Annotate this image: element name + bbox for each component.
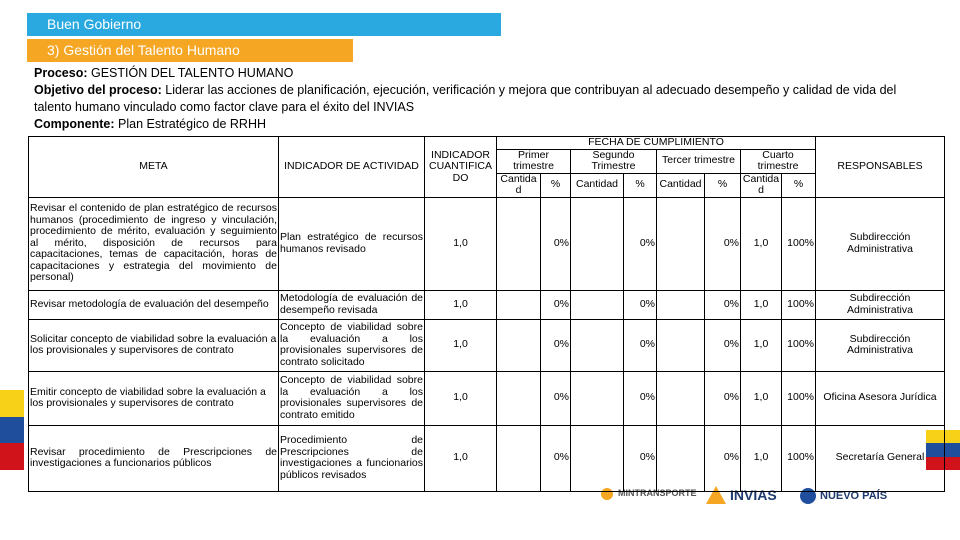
objetivo-line: Objetivo del proceso: Liderar las acciones de planificación, ejecución, verificación y mejora que contribuyan al adecuado desempeño y calidad de vida del talento humano vinculado como factor clave para el éxito del INVIAS: [34, 83, 897, 114]
header-indicador-actividad: INDICADOR DE ACTIVIDAD: [279, 137, 425, 198]
row-indicador: Concepto de viabilidad sobre la evaluación a los provisionales supervisores de contrato emitido: [279, 371, 425, 425]
row-cuantificado: 1,0: [425, 371, 497, 425]
row-indicador: Plan estratégico de recursos humanos revisado: [279, 197, 425, 290]
row-q2-pct: 0%: [624, 290, 657, 319]
header-indicador-cuantificado: INDICADOR CUANTIFICADO: [425, 137, 497, 198]
invias-logo: INVIAS: [704, 484, 784, 514]
row-meta: Revisar metodología de evaluación del desempeño: [29, 290, 279, 319]
row-responsable: Secretaría General: [816, 425, 945, 491]
header-q2-pct: %: [624, 173, 657, 197]
section-banner-talento-humano: [27, 39, 353, 62]
process-info: [34, 65, 924, 133]
row-indicador: Procedimiento de Prescripciones de investigaciones a funcionarios públicos revisados: [279, 425, 425, 491]
header-q4-cantidad: Cantidad: [741, 173, 782, 197]
row-q4-cantidad: 1,0: [741, 371, 782, 425]
row-q3-pct: 0%: [705, 371, 741, 425]
header-q1-cantidad: Cantidad: [497, 173, 541, 197]
row-q4-pct: 100%: [782, 197, 816, 290]
row-q1-pct: 0%: [541, 425, 571, 491]
row-q4-pct: 100%: [782, 371, 816, 425]
header-q4: Cuarto trimestre: [741, 149, 816, 173]
table-row: [29, 425, 945, 491]
banner-title: Buen Gobierno: [47, 16, 142, 32]
row-responsable: Subdirección Administrativa: [816, 290, 945, 319]
flag-decoration-left: [0, 390, 24, 470]
row-responsable: Subdirección Administrativa: [816, 197, 945, 290]
table-row: [29, 371, 945, 425]
row-q1-pct: 0%: [541, 319, 571, 371]
table-row: [29, 290, 945, 319]
header-q2-cantidad: Cantidad: [571, 173, 624, 197]
row-q1-pct: 0%: [541, 290, 571, 319]
mintransporte-logo: MINTRANSPORTE: [600, 484, 692, 514]
header-q1-pct: %: [541, 173, 571, 197]
table-row: [29, 319, 945, 371]
row-q3-pct: 0%: [705, 197, 741, 290]
row-q4-pct: 100%: [782, 319, 816, 371]
row-responsable: Subdirección Administrativa: [816, 319, 945, 371]
row-q2-pct: 0%: [624, 197, 657, 290]
row-q1-pct: 0%: [541, 371, 571, 425]
row-q4-cantidad: 1,0: [741, 425, 782, 491]
row-meta: Revisar procedimiento de Prescripciones de investigaciones a funcionarios públicos: [29, 425, 279, 491]
header-row-1: [29, 137, 945, 150]
row-indicador: Concepto de viabilidad sobre la evaluación a los provisionales supervisores de contrato solicitado: [279, 319, 425, 371]
header-fecha-cumplimiento: FECHA DE CUMPLIMIENTO: [497, 137, 816, 150]
header-meta: META: [29, 137, 279, 198]
nuevo-pais-logo: NUEVO PAÍS: [798, 484, 888, 514]
row-meta: Solicitar concepto de viabilidad sobre la evaluación a los provisionales y supervisores de contrato: [29, 319, 279, 371]
banner-subtitle: 3) Gestión del Talento Humano: [47, 42, 240, 58]
row-cuantificado: 1,0: [425, 425, 497, 491]
table-row: [29, 197, 945, 290]
header-q3-cantidad: Cantidad: [657, 173, 705, 197]
plan-table: [28, 136, 945, 492]
row-q4-pct: 100%: [782, 425, 816, 491]
header-q2: Segundo Trimestre: [571, 149, 657, 173]
section-banner-buen-gobierno: [27, 13, 501, 36]
row-indicador: Metodología de evaluación de desempeño revisada: [279, 290, 425, 319]
row-q3-pct: 0%: [705, 425, 741, 491]
row-cuantificado: 1,0: [425, 197, 497, 290]
header-q3: Tercer trimestre: [657, 149, 741, 173]
row-q4-pct: 100%: [782, 290, 816, 319]
row-q4-cantidad: 1,0: [741, 319, 782, 371]
row-cuantificado: 1,0: [425, 290, 497, 319]
row-q4-cantidad: 1,0: [741, 290, 782, 319]
header-q4-pct: %: [782, 173, 816, 197]
row-meta: Emitir concepto de viabilidad sobre la evaluación a los provisionales y supervisores de contrato: [29, 371, 279, 425]
row-cuantificado: 1,0: [425, 319, 497, 371]
proceso-line: Proceso: GESTIÓN DEL TALENTO HUMANO: [34, 66, 294, 80]
row-q3-pct: 0%: [705, 290, 741, 319]
row-q3-pct: 0%: [705, 319, 741, 371]
row-q4-cantidad: 1,0: [741, 197, 782, 290]
componente-line: Componente: Plan Estratégico de RRHH: [34, 117, 267, 131]
header-responsables: RESPONSABLES: [816, 137, 945, 198]
row-responsable: Oficina Asesora Jurídica: [816, 371, 945, 425]
header-q1: Primer trimestre: [497, 149, 571, 173]
header-q3-pct: %: [705, 173, 741, 197]
row-q1-pct: 0%: [541, 197, 571, 290]
row-q2-pct: 0%: [624, 371, 657, 425]
row-meta: Revisar el contenido de plan estratégico de recursos humanos (procedimiento de ingreso y vinculación, procedimiento de mérito, evaluación y seguimiento al mérito, disposición de recursos para capacitaciones, temas de capacitación, horas de capacitaciones y estrategia del movimiento de personal): [29, 197, 279, 290]
row-q2-pct: 0%: [624, 319, 657, 371]
row-q2-pct: 0%: [624, 425, 657, 491]
